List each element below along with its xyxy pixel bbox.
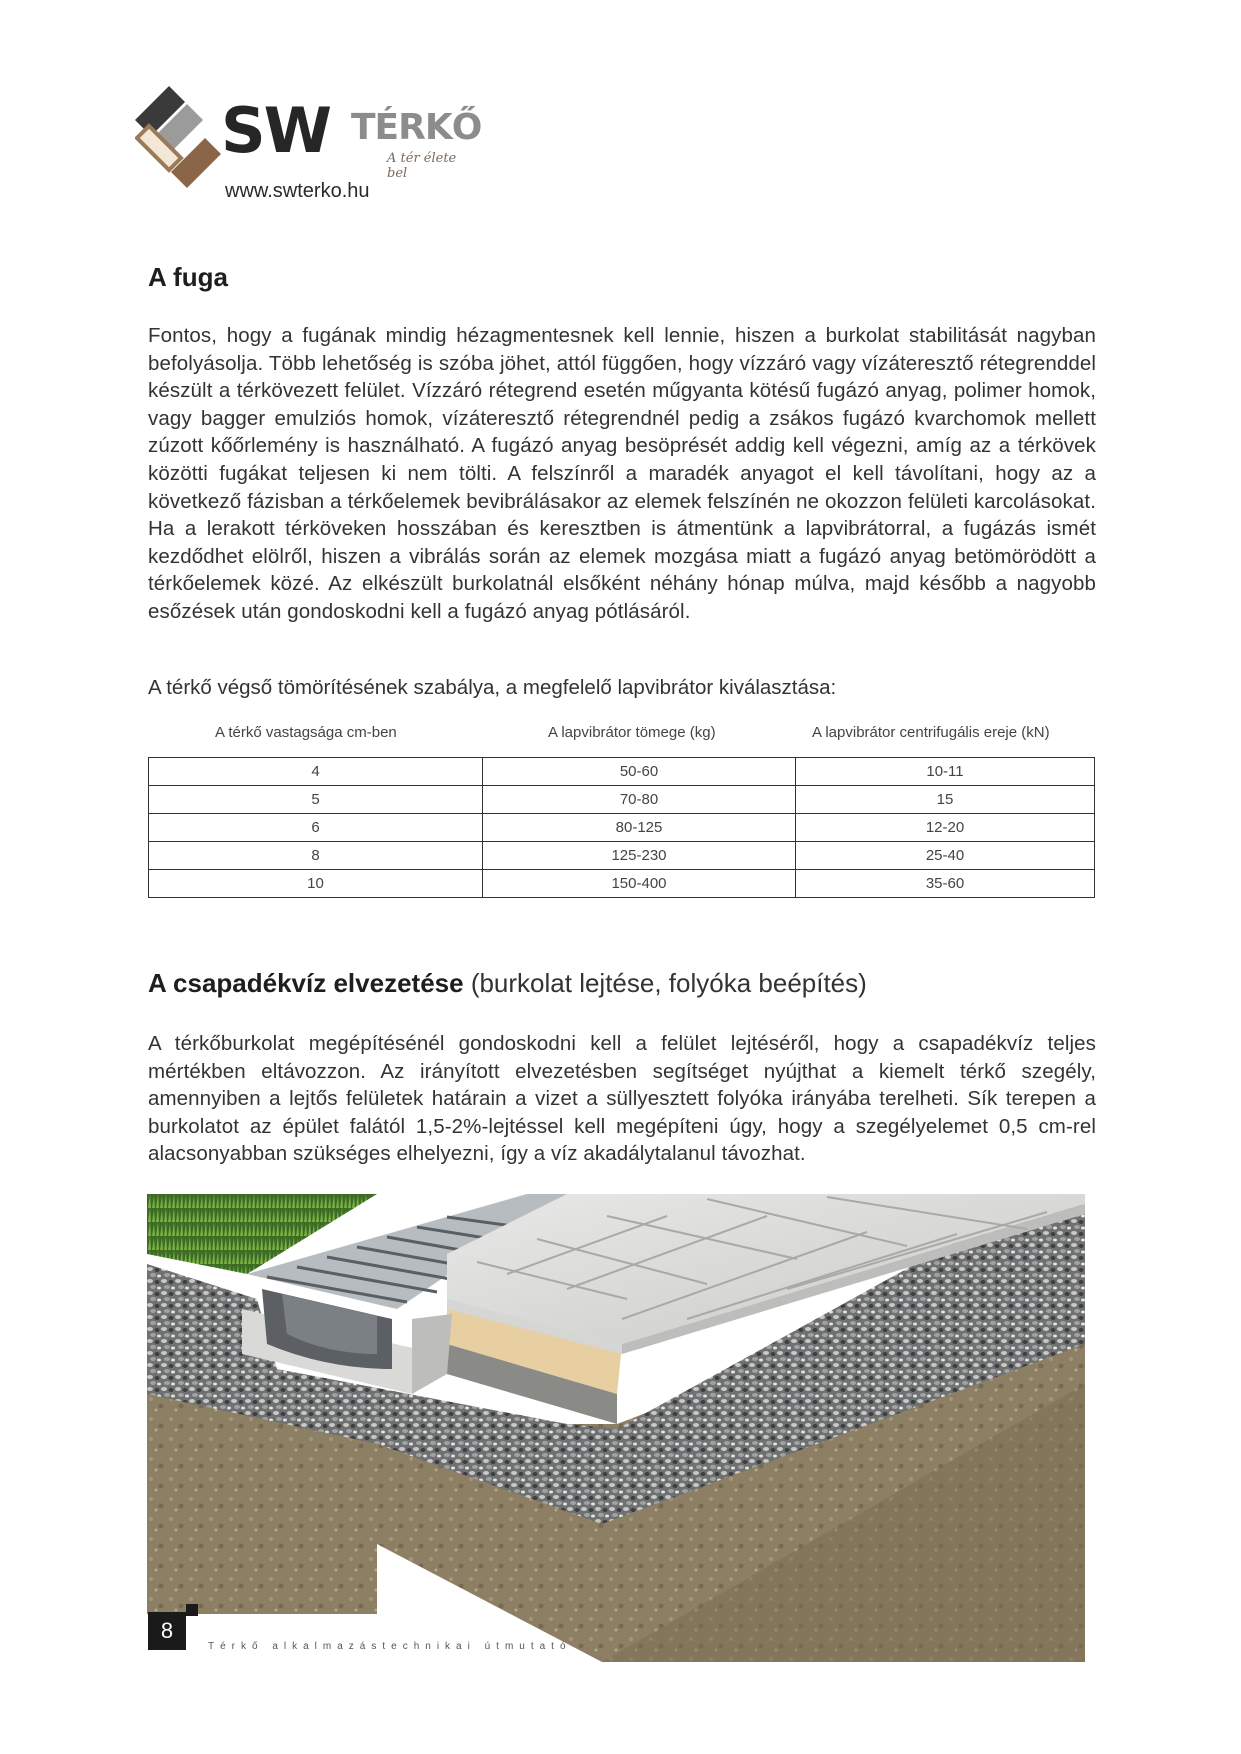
table-header-thickness: A térkő vastagsága cm-ben <box>215 724 397 741</box>
table-header-mass: A lapvibrátor tömege (kg) <box>548 724 716 741</box>
table-cell: 4 <box>149 758 483 786</box>
paving-cross-section-illustration <box>147 1194 1085 1662</box>
logo-brand-sub: TÉRKŐ <box>351 107 482 148</box>
table-cell: 35-60 <box>796 870 1095 898</box>
page-number-corner <box>186 1604 198 1616</box>
table-cell: 8 <box>149 842 483 870</box>
table-cell: 5 <box>149 786 483 814</box>
section-body-drainage: A térkőburkolat megépítésénél gondoskodni kell a felület lejtéséről, hogy a csapadékvíz teljes mértékben eltávozzon. Az irányított elvezetésben segítséget nyújthat a kiemelt térkő szegély, amennyiben a lejtős felületek határain a vizet a süllyesztett folyóka irányába terelheti. Sík terepen a burkolatot az épület falától 1,5-2%-lejtéssel kell megépíteni úgy, hogy a szegélyelemet 0,5 cm-rel alacsonyabban szükséges elhelyezni, így a víz akadálytalanul távozhat. <box>148 1032 1096 1166</box>
section-title-drainage <box>148 968 867 999</box>
footer-text: Térkő alkalmazástechnikai útmutató <box>208 1641 572 1652</box>
section-body-fuga: Fontos, hogy a fugának mindig hézagmentesnek kell lennie, hiszen a burkolat stabilitását nagyban befolyásolja. Több lehetőség is szóba jöhet, attól függően, hogy vízzáró vagy vízáteresztő rétegrenddel készült a térkövezett felület. Vízzáró rétegrend esetén műgyanta kötésű fugázó anyag, polimer homok, vagy bagger emulziós homok, vízáteresztő rétegrendnél pedig a zsákos fugázó kvarchomok mellett zúzott kőőrlemény is használható. A fugázó anyag besöprését addig kell végezni, amíg az a térkövek közötti fugákat teljesen ki nem tölti. A felszínről a maradék anyagot el kell távolítani, hogy az a következő fázisban a térkőelemek bevibrálásakor az elemek felszínén ne okozzon felületi karcolásokat. Ha a lerakott térköveken hosszában és keresztben is átmentünk a lapvibrátorral, a fugázás ismét kezdődhet elölről, hiszen a vibrálás során az elemek mozgása miatt a fugázó anyag betömörödött a térkőelemek közé. Az elkészült burkolatnál elsőként néhány hónap múlva, majd később a nagyobb esőzések után gondoskodni kell a fugázó anyag pótlásáról. <box>148 324 1096 623</box>
table-cell: 15 <box>796 786 1095 814</box>
logo-tagline: A tér élete bel <box>387 151 457 181</box>
table-cell: 6 <box>149 814 483 842</box>
section-title-sub: (burkolat lejtése, folyóka beépítés) <box>470 968 867 998</box>
table-row <box>149 842 1095 870</box>
table-cell: 10 <box>149 870 483 898</box>
table-row <box>149 814 1095 842</box>
table-row <box>149 786 1095 814</box>
table-cell: 10-11 <box>796 758 1095 786</box>
table-cell: 150-400 <box>483 870 796 898</box>
section-title-main: A csapadékvíz elvezetése <box>148 968 464 998</box>
website-url[interactable]: www.swterko.hu <box>225 180 370 202</box>
table-cell: 25-40 <box>796 842 1095 870</box>
table-row <box>149 870 1095 898</box>
table-cell: 80-125 <box>483 814 796 842</box>
table-row <box>149 758 1095 786</box>
table-cell: 12-20 <box>796 814 1095 842</box>
table-header-force: A lapvibrátor centrifugális ereje (kN) <box>812 724 1050 741</box>
logo-mark-icon <box>135 86 225 190</box>
vibrator-table <box>148 757 1095 898</box>
table-cell: 70-80 <box>483 786 796 814</box>
logo-brand-main: SW <box>221 94 331 167</box>
table-cell: 125-230 <box>483 842 796 870</box>
table-cell: 50-60 <box>483 758 796 786</box>
section-title-fuga: A fuga <box>148 262 228 292</box>
page-number: 8 <box>148 1612 186 1650</box>
logo <box>135 80 482 202</box>
table-intro: A térkő végső tömörítésének szabálya, a megfelelő lapvibrátor kiválasztása: <box>148 676 837 699</box>
